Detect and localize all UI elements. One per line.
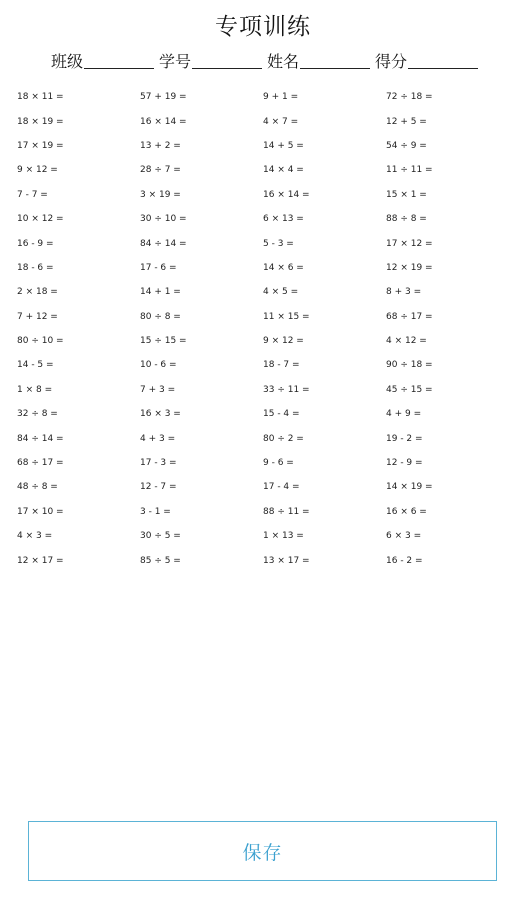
problem-item: 4 × 12 = [386, 336, 427, 347]
problem-item: 4 × 5 = [263, 287, 299, 298]
problem-item: 45 ÷ 15 = [386, 384, 433, 395]
problem-item: 9 - 6 = [263, 458, 294, 469]
problem-item: 3 - 1 = [140, 506, 171, 517]
problem-item: 80 ÷ 8 = [140, 311, 181, 322]
problem-item: 80 ÷ 10 = [17, 336, 64, 347]
problem-item: 12 × 17 = [17, 555, 64, 566]
problem-item: 16 × 3 = [140, 409, 181, 420]
problem-item: 10 × 12 = [17, 214, 64, 225]
problem-row [17, 183, 517, 207]
name-blank-line [300, 50, 370, 69]
problem-item: 17 - 6 = [140, 262, 177, 273]
problem-item: 12 × 19 = [386, 262, 433, 273]
problem-item: 12 - 7 = [140, 482, 177, 493]
problem-row [17, 280, 517, 304]
problem-item: 6 × 13 = [263, 214, 304, 225]
problem-item: 16 × 14 = [140, 116, 187, 127]
problem-item: 17 × 19 = [17, 140, 64, 151]
problem-item: 14 + 5 = [263, 140, 304, 151]
problem-item: 14 - 5 = [17, 360, 54, 371]
problem-item: 4 + 3 = [140, 433, 176, 444]
save-button-label: 保存 [242, 841, 283, 864]
problem-item: 4 × 3 = [17, 531, 53, 542]
problem-grid [17, 85, 517, 573]
problem-item: 84 ÷ 14 = [17, 433, 64, 444]
problem-item: 11 × 15 = [263, 311, 310, 322]
class-field[interactable] [51, 48, 159, 72]
problem-item: 32 ÷ 8 = [17, 409, 58, 420]
problem-item: 7 + 3 = [140, 384, 176, 395]
problem-row [17, 85, 517, 109]
problem-item: 18 - 6 = [17, 262, 54, 273]
save-button[interactable] [28, 821, 497, 881]
problem-row [17, 134, 517, 158]
problem-item: 16 × 6 = [386, 506, 427, 517]
problem-item: 33 ÷ 11 = [263, 384, 310, 395]
problem-item: 1 × 13 = [263, 531, 304, 542]
problem-row [17, 500, 517, 524]
problem-row [17, 231, 517, 255]
problem-item: 17 - 3 = [140, 458, 177, 469]
problem-item: 3 × 19 = [140, 189, 181, 200]
problem-item: 5 - 3 = [263, 238, 294, 249]
problem-item: 88 ÷ 8 = [386, 214, 427, 225]
problem-item: 12 + 5 = [386, 116, 427, 127]
problem-item: 11 ÷ 11 = [386, 165, 433, 176]
problem-row [17, 158, 517, 182]
problem-row [17, 256, 517, 280]
problem-item: 19 - 2 = [386, 433, 423, 444]
problem-item: 17 × 10 = [17, 506, 64, 517]
problem-item: 15 × 1 = [386, 189, 427, 200]
problem-item: 7 + 12 = [17, 311, 58, 322]
problem-item: 57 + 19 = [140, 92, 187, 103]
problem-item: 72 ÷ 18 = [386, 92, 433, 103]
score-label: 得分 [375, 52, 408, 71]
problem-item: 17 - 4 = [263, 482, 300, 493]
problem-item: 9 × 12 = [263, 336, 304, 347]
problem-item: 16 × 14 = [263, 189, 310, 200]
problem-item: 85 ÷ 5 = [140, 555, 181, 566]
name-label: 姓名 [267, 52, 300, 71]
problem-item: 17 × 12 = [386, 238, 433, 249]
student-id-label: 学号 [159, 52, 192, 71]
problem-item: 14 × 4 = [263, 165, 304, 176]
page-title: 专项训练 [215, 14, 311, 40]
problem-item: 18 × 19 = [17, 116, 64, 127]
problem-row [17, 329, 517, 353]
problem-item: 14 × 19 = [386, 482, 433, 493]
name-field[interactable] [267, 48, 375, 72]
problem-row [17, 109, 517, 133]
problem-row [17, 451, 517, 475]
problem-item: 30 ÷ 10 = [140, 214, 187, 225]
problem-item: 30 ÷ 5 = [140, 531, 181, 542]
problem-item: 8 + 3 = [386, 287, 422, 298]
problem-row [17, 524, 517, 548]
problem-item: 15 - 4 = [263, 409, 300, 420]
problem-item: 7 - 7 = [17, 189, 48, 200]
problem-item: 28 ÷ 7 = [140, 165, 181, 176]
problem-item: 18 × 11 = [17, 92, 64, 103]
problem-item: 84 ÷ 14 = [140, 238, 187, 249]
problem-item: 14 × 6 = [263, 262, 304, 273]
problem-item: 16 - 9 = [17, 238, 54, 249]
problem-item: 9 × 12 = [17, 165, 58, 176]
problem-item: 68 ÷ 17 = [386, 311, 433, 322]
problem-item: 12 - 9 = [386, 458, 423, 469]
problem-row [17, 378, 517, 402]
problem-item: 54 ÷ 9 = [386, 140, 427, 151]
problem-item: 48 ÷ 8 = [17, 482, 58, 493]
problem-row [17, 548, 517, 572]
problem-item: 6 × 3 = [386, 531, 422, 542]
problem-row [17, 305, 517, 329]
problem-item: 88 ÷ 11 = [263, 506, 310, 517]
problem-item: 80 ÷ 2 = [263, 433, 304, 444]
problem-item: 16 - 2 = [386, 555, 423, 566]
problem-item: 15 ÷ 15 = [140, 336, 187, 347]
student-info-row [51, 48, 491, 72]
score-field[interactable] [375, 48, 483, 72]
class-label: 班级 [51, 52, 84, 71]
student-id-blank-line [192, 50, 262, 69]
problem-row [17, 475, 517, 499]
problem-item: 4 + 9 = [386, 409, 422, 420]
problem-item: 13 + 2 = [140, 140, 181, 151]
problem-row [17, 426, 517, 450]
problem-item: 1 × 8 = [17, 384, 53, 395]
problem-item: 9 + 1 = [263, 92, 299, 103]
problem-row [17, 353, 517, 377]
problem-item: 18 - 7 = [263, 360, 300, 371]
problem-item: 68 ÷ 17 = [17, 458, 64, 469]
student-id-field[interactable] [159, 48, 267, 72]
problem-item: 10 - 6 = [140, 360, 177, 371]
problem-item: 2 × 18 = [17, 287, 58, 298]
problem-item: 4 × 7 = [263, 116, 299, 127]
score-blank-line [408, 50, 478, 69]
problem-item: 14 + 1 = [140, 287, 181, 298]
class-blank-line [84, 50, 154, 69]
problem-item: 13 × 17 = [263, 555, 310, 566]
problem-row [17, 402, 517, 426]
problem-item: 90 ÷ 18 = [386, 360, 433, 371]
problem-row [17, 207, 517, 231]
